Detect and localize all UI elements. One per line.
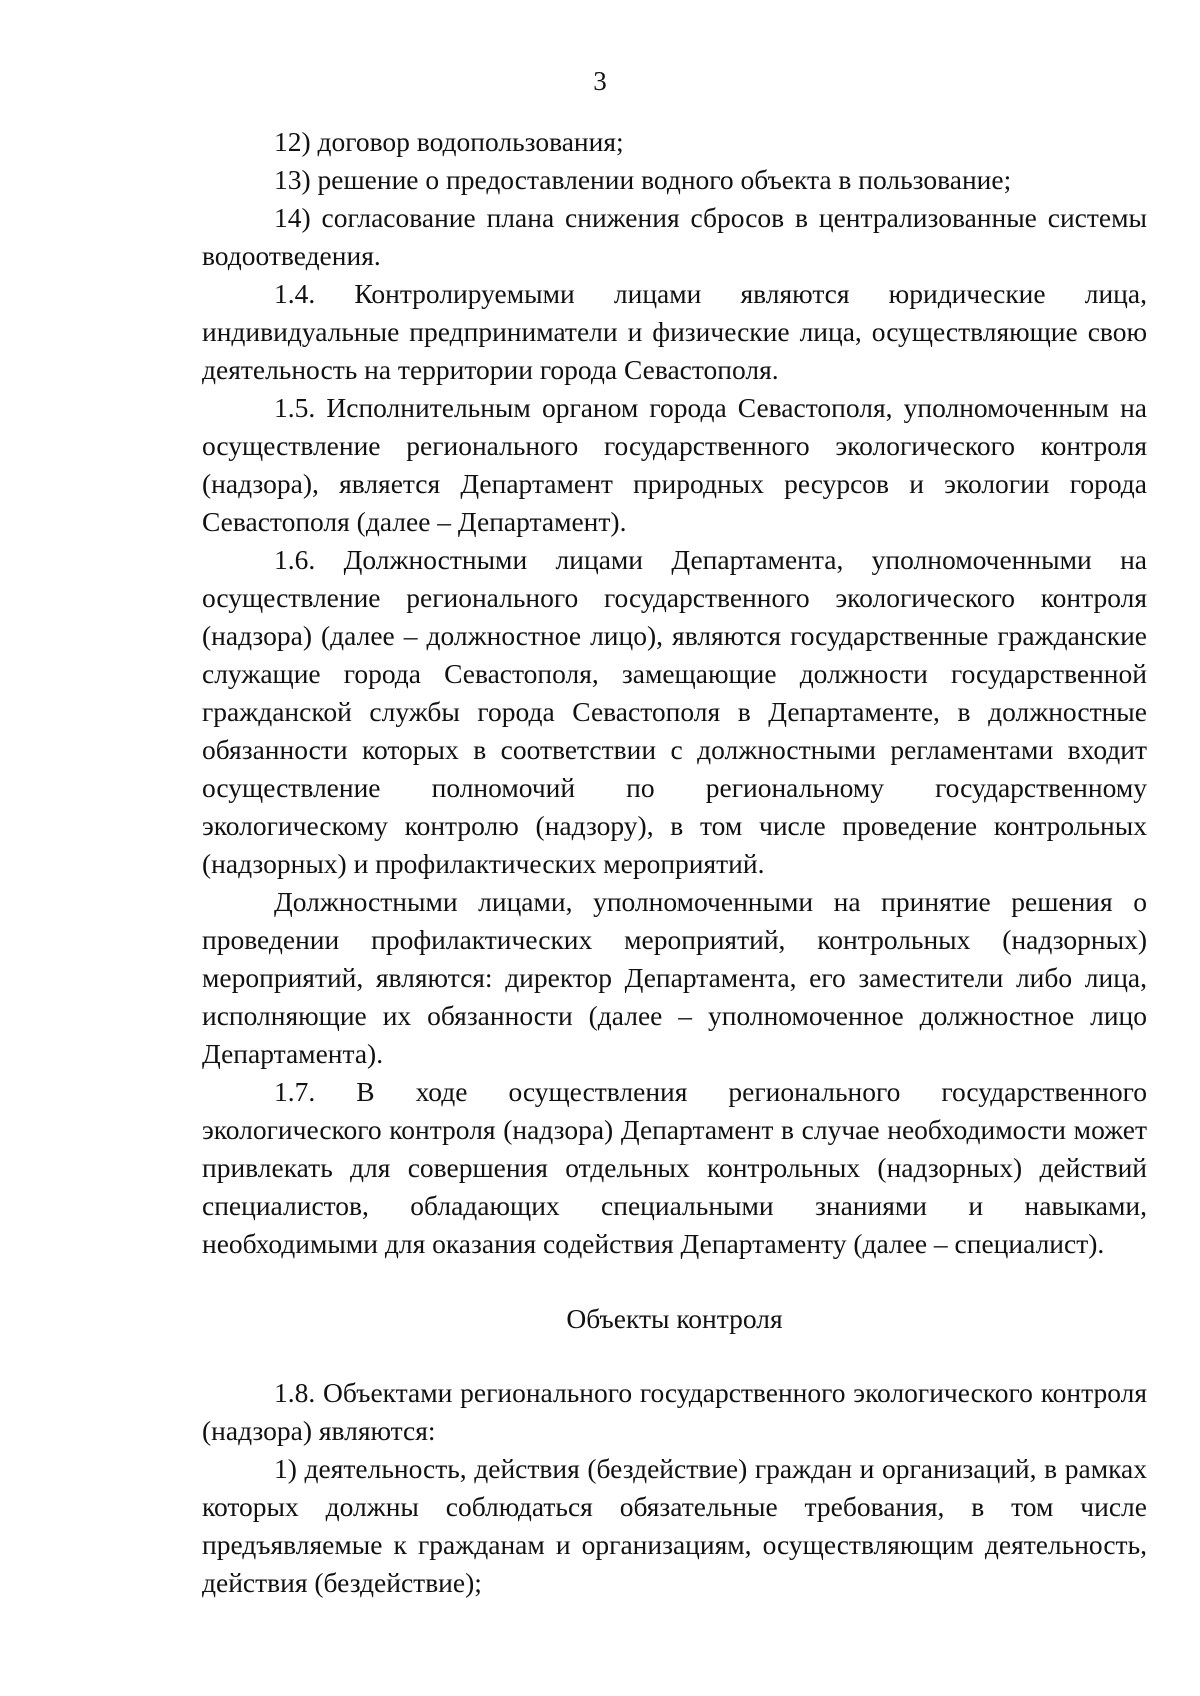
list-item-14: 14) согласование плана снижения сбросов в централизованные системы водоотведения. [202, 202, 1147, 271]
clause-1-6: 1.6. Должностными лицами Департамента, уполномоченными на осуществление регионального государственного экологического контроля (надзора) (далее – должностное лицо), являются государственные гражданские служащие города Севастополя, замещающие должности государственной гражданской службы города Севастополя в Департаменте, в должностные обязанности которых в соответствии с должностными регламентами входит осуществление полномочий по региональному государственному экологическому контролю (надзору), в том числе проведение контрольных (надзорных) и профилактических мероприятий. [202, 544, 1147, 879]
list-item-12: 12) договор водопользования; [274, 126, 624, 157]
clause-1-4: 1.4. Контролируемыми лицами являются юридические лица, индивидуальные предприниматели и физические лица, осуществляющие свою деятельность на территории города Севастополя. [202, 278, 1147, 385]
section-heading: Объекты контроля [566, 1303, 783, 1334]
clause-1-5: 1.5. Исполнительным органом города Севастополя, уполномоченным на осуществление регионального государственного экологического контроля (надзора), является Департамент природных ресурсов и экологии города Севастополя (далее – Департамент). [202, 392, 1147, 537]
clause-1-6-authorized-officials: Должностными лицами, уполномоченными на принятие решения о проведении профилактических мероприятий, контрольных (надзорных) мероприятий, являются: директор Департамента, его заместители либо лица, исполняющие их обязанности (далее – уполномоченное должностное лицо Департамента). [202, 886, 1147, 1069]
clause-1-7: 1.7. В ходе осуществления регионального государственного экологического контроля (надзора) Департамент в случае необходимости может привлекать для совершения отдельных контрольных (надзорных) действий специалистов, обладающих специальными знаниями и навыками, необходимыми для оказания содействия Департаменту (далее – специалист). [202, 1076, 1147, 1259]
list-item-13: 13) решение о предоставлении водного объекта в пользование; [274, 164, 1012, 195]
clause-1-8: 1.8. Объектами регионального государственного экологического контроля (надзора) являются: [202, 1377, 1147, 1446]
clause-1-8-item-1: 1) деятельность, действия (бездействие) граждан и организаций, в рамках которых должны соблюдаться обязательные требования, в том числе предъявляемые к гражданам и организациям, осуществляющим деятельность, действия (бездействие); [202, 1453, 1147, 1598]
document-body [202, 123, 1147, 1602]
page-number: 3 [593, 66, 607, 96]
